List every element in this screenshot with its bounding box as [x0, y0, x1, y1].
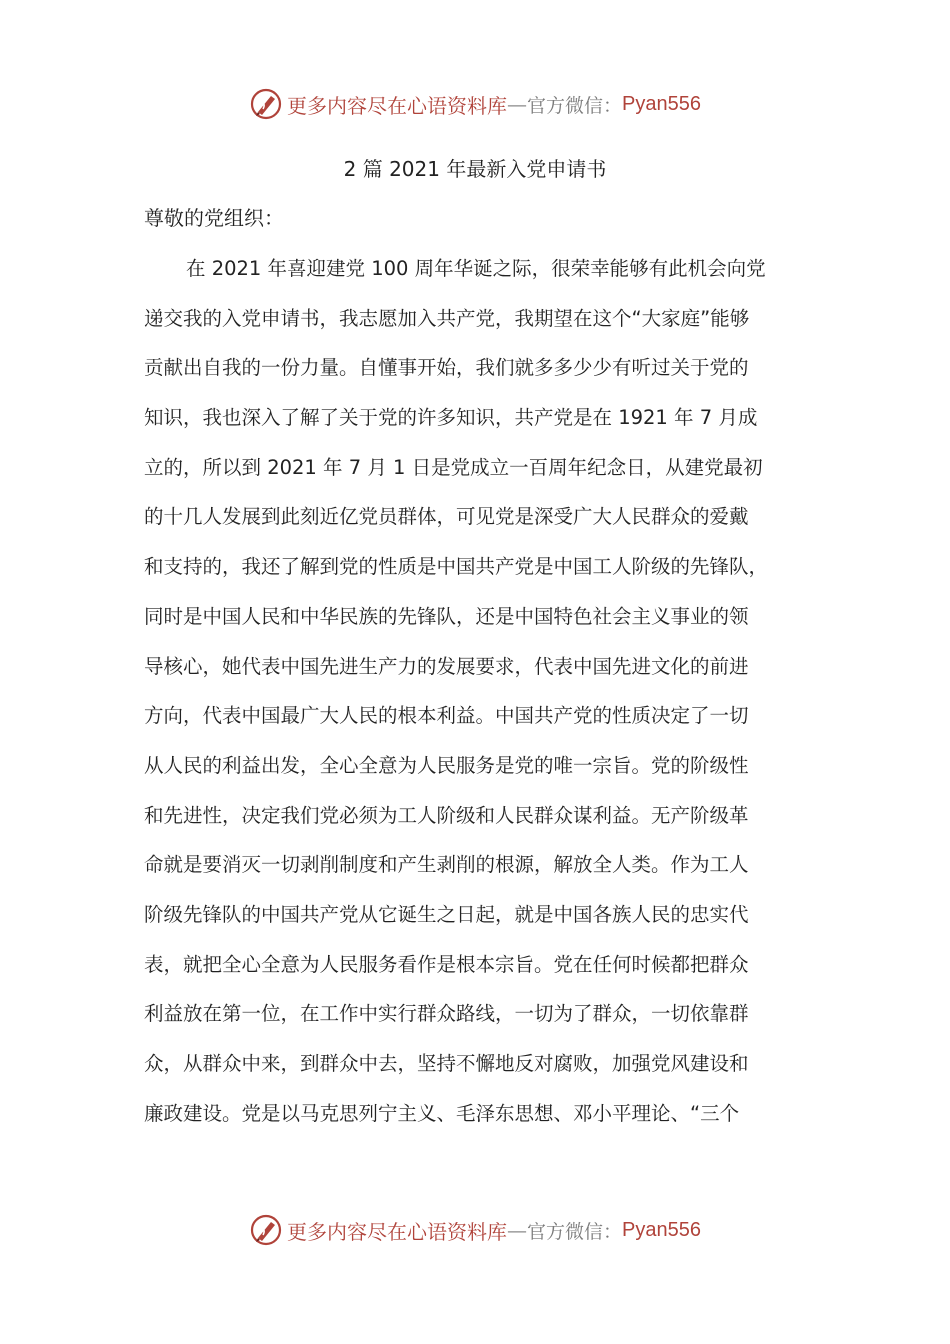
watermark-dash: —	[507, 1218, 527, 1242]
body-line: 知识，我也深入了解了关于党的许多知识，共产党是在 1921 年 7 月成	[144, 406, 758, 430]
header-watermark-banner	[0, 84, 950, 124]
document-body	[144, 250, 814, 1144]
pen-nib-icon	[249, 1213, 283, 1247]
watermark-wechat-id: Pyan556	[622, 92, 701, 115]
watermark-brand-text: 更多内容尽在心语资料库	[287, 93, 507, 118]
body-line: 和先进性，决定我们党必须为工人阶级和人民群众谋利益。无产阶级革	[144, 803, 749, 827]
body-line: 命就是要消灭一切剥削制度和产生剥削的根源，解放全人类。作为工人	[144, 853, 749, 877]
body-line: 表，就把全心全意为人民服务看作是根本宗旨。党在任何时候都把群众	[144, 952, 749, 976]
watermark-wechat-label: 官方微信：	[527, 94, 623, 117]
body-line: 从人民的利益出发，全心全意为人民服务是党的唯一宗旨。党的阶级性	[144, 753, 749, 777]
body-line: 在 2021 年喜迎建党 100 周年华诞之际，很荣幸能够有此机会向党	[186, 257, 766, 280]
body-line: 阶级先锋队的中国共产党从它诞生之日起，就是中国各族人民的忠实代	[144, 902, 749, 926]
watermark-wechat-id: Pyan556	[622, 1218, 701, 1241]
body-line: 立的，所以到 2021 年 7 月 1 日是党成立一百周年纪念日，从建党最初	[144, 455, 763, 479]
watermark-wechat-label: 官方微信：	[527, 1220, 623, 1243]
body-line: 导核心，她代表中国先进生产力的发展要求，代表中国先进文化的前进	[144, 654, 749, 678]
body-line: 贡献出自我的一份力量。自懂事开始，我们就多多少少有听过关于党的	[144, 356, 749, 380]
body-line: 方向，代表中国最广大人民的根本利益。中国共产党的性质决定了一切	[144, 704, 749, 728]
body-line: 递交我的入党申请书，我志愿加入共产党，我期望在这个“大家庭”能够	[144, 306, 750, 330]
pen-nib-icon	[249, 87, 283, 121]
salutation: 尊敬的党组织：	[144, 206, 284, 230]
body-line: 和支持的，我还了解到党的性质是中国共产党是中国工人阶级的先锋队，	[144, 555, 769, 579]
body-line: 利益放在第一位，在工作中实行群众路线，一切为了群众，一切依靠群	[144, 1002, 749, 1026]
watermark-brand-text: 更多内容尽在心语资料库	[287, 1219, 507, 1244]
body-line: 同时是中国人民和中华民族的先锋队，还是中国特色社会主义事业的领	[144, 604, 749, 628]
body-line: 的十几人发展到此刻近亿党员群体，可见党是深受广大人民群众的爱戴	[144, 505, 749, 529]
watermark-dash: —	[507, 92, 527, 116]
body-line: 廉政建设。党是以马克思列宁主义、毛泽东思想、邓小平理论、“三个	[144, 1101, 740, 1125]
document-title: 2 篇 2021 年最新入党申请书	[343, 157, 607, 181]
body-line: 众，从群众中来，到群众中去，坚持不懈地反对腐败，加强党风建设和	[144, 1052, 749, 1075]
footer-watermark-banner	[0, 1210, 950, 1250]
